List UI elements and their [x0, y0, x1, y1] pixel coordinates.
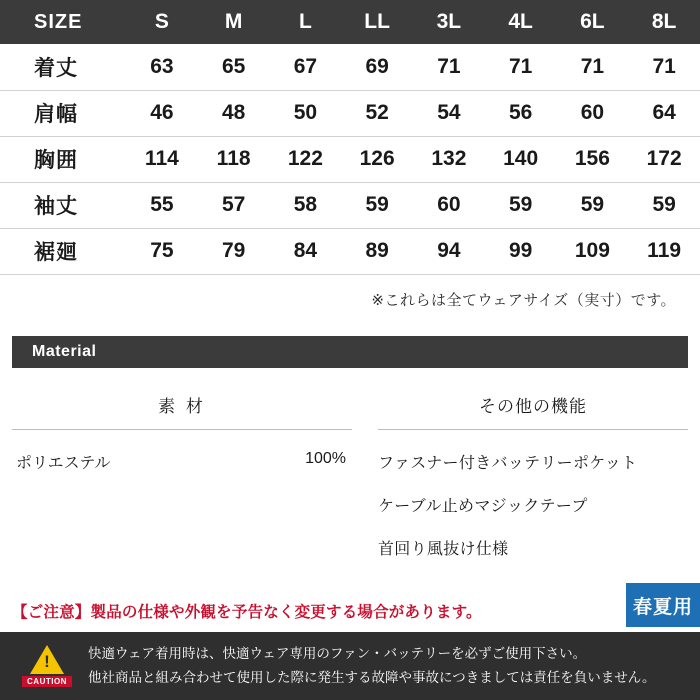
list-item: ファスナー付きバッテリーポケット	[378, 454, 638, 472]
table-cell: 84	[270, 228, 342, 274]
table-cell: 58	[270, 182, 342, 228]
warning-icon	[18, 645, 76, 687]
table-row	[0, 90, 700, 136]
row-label: 袖丈	[0, 182, 126, 228]
table-cell: 46	[126, 90, 198, 136]
size-column-header: S	[126, 0, 198, 44]
table-cell: 119	[628, 228, 700, 274]
table-cell: 48	[198, 90, 270, 136]
table-cell: 79	[198, 228, 270, 274]
row-label: 裾廻	[0, 228, 126, 274]
size-column-header: 8L	[628, 0, 700, 44]
size-column-header: L	[270, 0, 342, 44]
table-cell: 71	[557, 44, 629, 90]
table-cell: 114	[126, 136, 198, 182]
table-row	[0, 44, 700, 90]
material-name: ポリエステル	[16, 454, 111, 472]
row-label: 肩幅	[0, 90, 126, 136]
table-cell: 71	[485, 44, 557, 90]
size-column-header: 4L	[485, 0, 557, 44]
row-label: 胸囲	[0, 136, 126, 182]
table-cell: 69	[341, 44, 413, 90]
table-cell: 60	[413, 182, 485, 228]
material-ratio: 100%	[305, 449, 346, 467]
caution-box	[0, 632, 700, 700]
table-cell: 109	[557, 228, 629, 274]
caution-line-1: 快適ウェア着用時は、快適ウェア専用のファン・バッテリーを必ずご使用下さい。	[88, 646, 587, 662]
list-item: ケーブル止めマジックテープ	[378, 497, 588, 515]
caution-headline: 【ご注意】製品の仕様や外観を予告なく変更する場合があります。	[12, 604, 482, 621]
exclamation-glyph: !	[44, 652, 50, 671]
material-body	[12, 392, 688, 559]
size-column-header: LL	[341, 0, 413, 44]
table-cell: 59	[628, 182, 700, 228]
table-cell: 56	[485, 90, 557, 136]
table-cell: 59	[485, 182, 557, 228]
table-cell: 75	[126, 228, 198, 274]
size-header-label: SIZE	[0, 0, 126, 44]
list-item: 首回り風抜け仕様	[378, 540, 509, 558]
caution-line-2: 他社商品と組み合わせて使用した際に発生する故障や事故につきましては責任を負いません。	[88, 670, 656, 685]
table-cell: 156	[557, 136, 629, 182]
table-cell: 99	[485, 228, 557, 274]
table-cell: 89	[341, 228, 413, 274]
table-row	[0, 136, 700, 182]
size-table-header	[0, 0, 700, 44]
season-badge: 春夏用	[626, 583, 700, 627]
size-table-header-row	[0, 0, 700, 44]
table-cell: 57	[198, 182, 270, 228]
material-functions-column	[352, 392, 688, 559]
functions-column-title: その他の機能	[378, 392, 688, 430]
material-column-title: 素 材	[12, 392, 352, 430]
table-cell: 65	[198, 44, 270, 90]
table-row	[0, 182, 700, 228]
material-composition-column	[12, 392, 352, 559]
table-cell: 59	[557, 182, 629, 228]
table-cell: 94	[413, 228, 485, 274]
table-cell: 59	[341, 182, 413, 228]
material-section-title: Material	[12, 336, 688, 368]
table-cell: 55	[126, 182, 198, 228]
warning-triangle-icon	[30, 645, 64, 674]
table-cell: 60	[557, 90, 629, 136]
caution-text	[76, 642, 656, 689]
table-cell: 63	[126, 44, 198, 90]
table-cell: 140	[485, 136, 557, 182]
caution-label: CAUTION	[22, 676, 72, 687]
size-column-header: M	[198, 0, 270, 44]
table-cell: 118	[198, 136, 270, 182]
size-note: ※これらは全てウェアサイズ（実寸）です。	[371, 291, 676, 309]
table-cell: 132	[413, 136, 485, 182]
table-cell: 122	[270, 136, 342, 182]
table-cell: 172	[628, 136, 700, 182]
row-label: 着丈	[0, 44, 126, 90]
size-table-body	[0, 44, 700, 274]
size-column-header: 6L	[557, 0, 629, 44]
table-cell: 71	[628, 44, 700, 90]
table-cell: 54	[413, 90, 485, 136]
size-table	[0, 0, 700, 275]
table-cell: 52	[341, 90, 413, 136]
size-column-header: 3L	[413, 0, 485, 44]
table-cell: 64	[628, 90, 700, 136]
table-cell: 67	[270, 44, 342, 90]
table-cell: 50	[270, 90, 342, 136]
table-cell: 71	[413, 44, 485, 90]
material-row	[12, 430, 352, 473]
table-row	[0, 228, 700, 274]
table-cell: 126	[341, 136, 413, 182]
